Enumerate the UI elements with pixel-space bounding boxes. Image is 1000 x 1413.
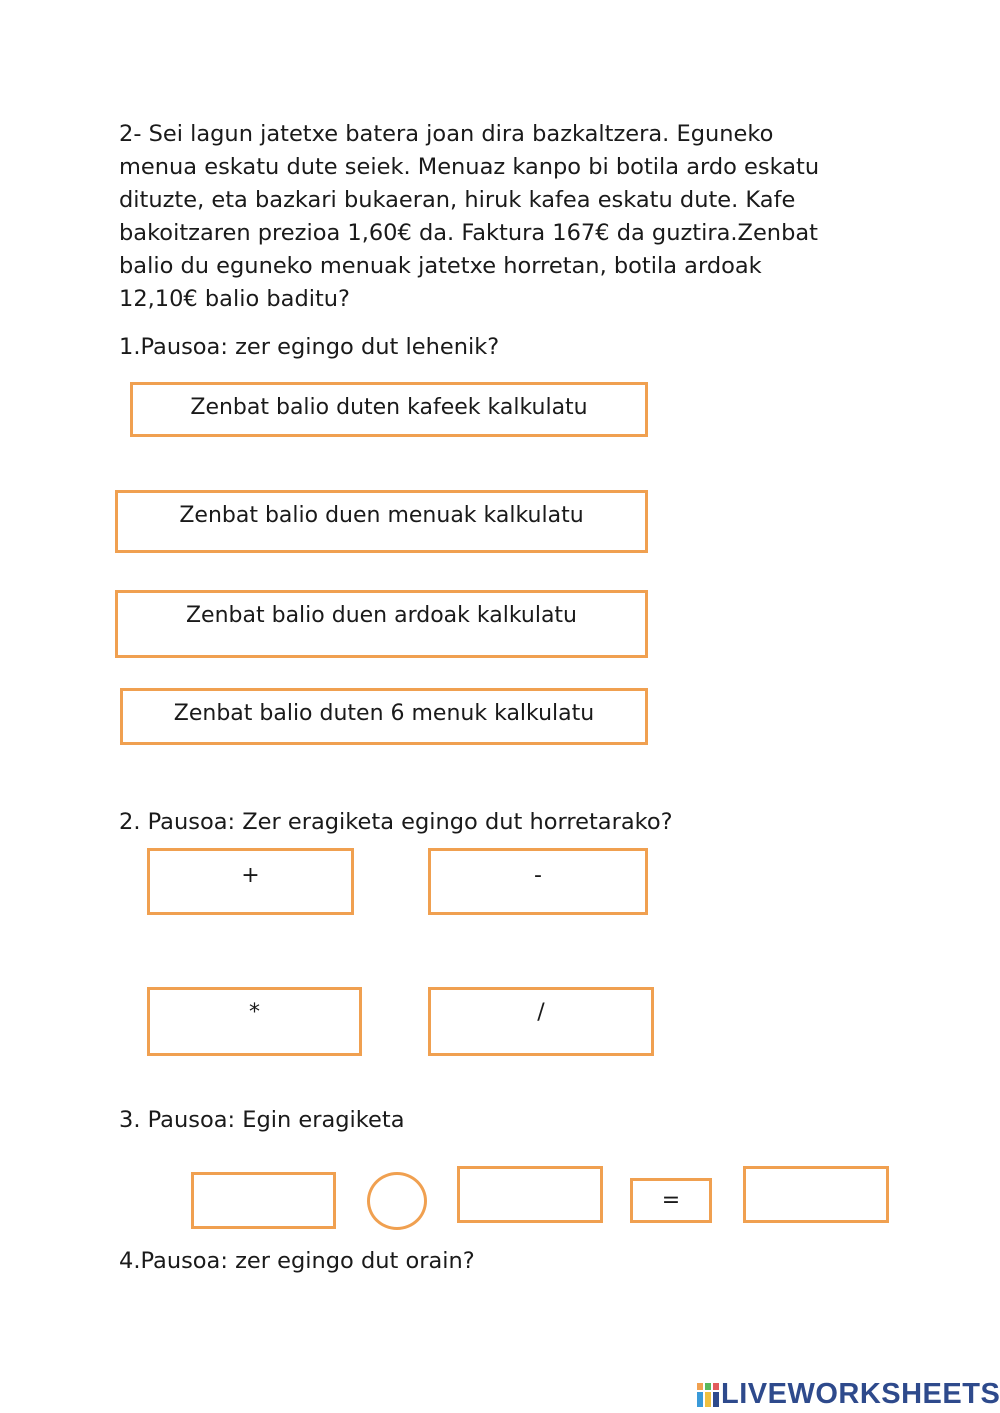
operation-divide-button[interactable]: / bbox=[428, 987, 654, 1056]
operation-plus-button[interactable]: + bbox=[147, 848, 354, 915]
result-input[interactable] bbox=[743, 1166, 889, 1223]
equals-sign: = bbox=[630, 1178, 712, 1223]
step2-title: 2. Pausoa: Zer eragiketa egingo dut horretarako? bbox=[119, 809, 673, 835]
problem-line: bakoitzaren prezioa 1,60€ da. Faktura 167€ da guztira.Zenbat bbox=[119, 220, 818, 246]
operator-input[interactable] bbox=[367, 1172, 427, 1230]
step1-title: 1.Pausoa: zer egingo dut lehenik? bbox=[119, 334, 500, 360]
step3-title: 3. Pausoa: Egin eragiketa bbox=[119, 1107, 405, 1133]
liveworksheets-logo bbox=[697, 1378, 1000, 1411]
problem-line: balio du eguneko menuak jatetxe horretan, botila ardoak bbox=[119, 253, 762, 279]
problem-line: dituzte, eta bazkari bukaeran, hiruk kafea eskatu dute. Kafe bbox=[119, 187, 796, 213]
step4-title: 4.Pausoa: zer egingo dut orain? bbox=[119, 1248, 475, 1274]
problem-line: 12,10€ balio baditu? bbox=[119, 286, 350, 312]
problem-line: 2- Sei lagun jatetxe batera joan dira bazkaltzera. Eguneko bbox=[119, 121, 774, 147]
liveworksheets-wordmark: LIVEWORKSHEETS bbox=[721, 1378, 1000, 1410]
step1-option-six-menus[interactable]: Zenbat balio duten 6 menuk kalkulatu bbox=[120, 688, 648, 745]
operation-minus-button[interactable]: - bbox=[428, 848, 648, 915]
operand1-input[interactable] bbox=[191, 1172, 336, 1229]
step1-option-wine[interactable]: Zenbat balio duen ardoak kalkulatu bbox=[115, 590, 648, 658]
operation-multiply-button[interactable]: * bbox=[147, 987, 362, 1056]
liveworksheets-logo-icon bbox=[697, 1383, 719, 1407]
problem-statement bbox=[119, 118, 879, 316]
problem-line: menua eskatu dute seiek. Menuaz kanpo bi botila ardo eskatu bbox=[119, 154, 820, 180]
operand2-input[interactable] bbox=[457, 1166, 603, 1223]
step1-option-coffee[interactable]: Zenbat balio duten kafeek kalkulatu bbox=[130, 382, 648, 437]
step1-option-menu[interactable]: Zenbat balio duen menuak kalkulatu bbox=[115, 490, 648, 553]
